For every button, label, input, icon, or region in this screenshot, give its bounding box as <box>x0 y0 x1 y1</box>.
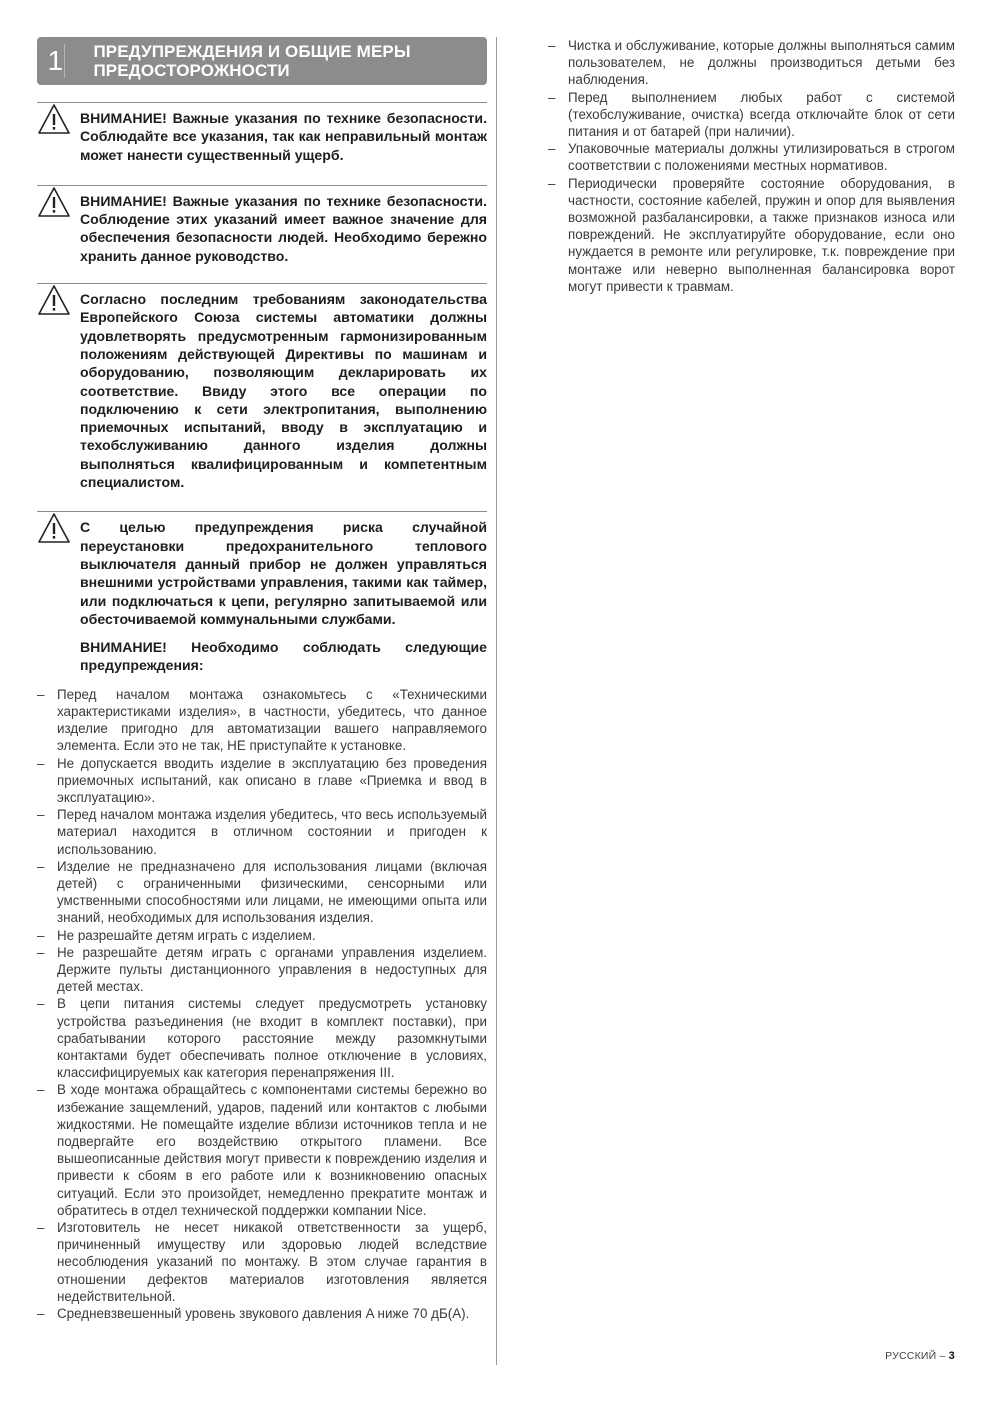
list-item: – Чистка и обслуживание, которые должны выполняться самим пользователем, не должны производиться детьми без наблюдения. <box>548 37 955 89</box>
right-column <box>548 37 955 295</box>
left-bullet-list <box>37 686 487 1323</box>
list-item: – В цепи питания системы следует предусмотреть установку устройства разъединения (не входит в комплект поставки), при срабатывании которого расстояние между разомкнутыми контактами будет обеспечивать полное отключение в условиях, классифицируемых как категория перенапряжения III. <box>37 995 487 1081</box>
list-item: – Средневзвешенный уровень звукового давления A ниже 70 дБ(A). <box>37 1305 487 1322</box>
list-item: – Перед началом монтажа изделия убедитесь, что весь используемый материал находится в отличном состоянии и пригоден к использованию. <box>37 806 487 858</box>
list-item: – Не допускается вводить изделие в эксплуатацию без проведения приемочных испытаний, как описано в главе «Приемка и ввод в эксплуатацию». <box>37 755 487 807</box>
section-number: 1 <box>37 37 73 85</box>
list-item: – Перед выполнением любых работ с системой (техобслуживание, очистка) всегда отключайте блок от сети питания и от батарей (при наличии). <box>548 89 955 141</box>
warning-text: ВНИМАНИЕ! Важные указания по технике безопасности. Соблюдайте все указания, так как неправильный монтаж может нанести существенный ущерб. <box>80 110 487 163</box>
list-item: – Изготовитель не несет никакой ответственности за ущерб, причиненный имуществу или здоровью людей вследствие несоблюдения указаний по монтажу. В этом случае гарантия в отношении дефектов материалов изготовления является недействительной. <box>37 1219 487 1305</box>
column-divider <box>496 37 497 1365</box>
list-item: – В ходе монтажа обращайтесь с компонентами системы бережно во избежание защемлений, ударов, падений или контактов с любыми жидкостями. Не помещайте изделие вблизи источников тепла и не подвергайте его воздействию открытого пламени. Все вышеописанные действия могут привести к повреждению изделия и привести к сбоям в его работе или к возникновению опасных ситуаций. Если это произойдет, немедленно прекратите монтаж и обратитесь в отдел технической поддержки компании Nice. <box>37 1081 487 1219</box>
attention-heading: ВНИМАНИЕ! Необходимо соблюдать следующие предупреждения: <box>80 639 487 674</box>
warning-text: Согласно последним требованиям законодательства Европейского Союза системы автоматики должны удовлетворять предусмотренным гармонизированным положениям действующей Директивы по машинам и оборудованию, позволяющим декларировать их соответствие. Ввиду этого все операции по подключению к сети электропитания, выполнению приемочных испытаний, вводу в эксплуатацию и техобслуживанию данного изделия должны выполняться квалифицированным и компетентным специалистом. <box>80 291 487 491</box>
warning-triangle-icon <box>37 186 71 218</box>
warning-text: ВНИМАНИЕ! Важные указания по технике безопасности. Соблюдение этих указаний имеет важное значение для обеспечения безопасности людей. Необходимо бережно хранить данное руководство. <box>80 192 487 264</box>
warning-triangle-icon <box>37 103 71 135</box>
warning-triangle-icon <box>37 512 71 544</box>
section-title: ПРЕДУПРЕЖДЕНИЯ И ОБЩИЕ МЕРЫ ПРЕДОСТОРОЖНОСТИ <box>93 42 411 80</box>
footer-language: РУССКИЙ – <box>885 1350 949 1362</box>
list-item: – Перед началом монтажа ознакомьтесь с «Техническими характеристиками изделия», в частности, убедитесь, что данное изделие пригодно для автоматизации вашего направляемого элемента. Если это не так, НЕ приступайте к установке. <box>37 686 487 755</box>
warning-block <box>37 511 487 674</box>
warning-block <box>37 102 487 164</box>
list-item: – Не разрешайте детям играть с органами управления изделием. Держите пульты дистанционного управления в недоступных для детей местах. <box>37 944 487 996</box>
warning-block <box>37 283 487 491</box>
list-item: – Упаковочные материалы должны утилизироваться в строгом соответствии с положениями местных нормативов. <box>548 140 955 174</box>
warning-triangle-icon <box>37 284 71 316</box>
list-item: – Периодически проверяйте состояние оборудования, в частности, состояние кабелей, пружин и опор для выявления возможной разбалансировки, а также признаков износа или повреждений. Не эксплуатируйте оборудование, если оно нуждается в ремонте или регулировке, т.к. повреждение при монтаже или неверно выполненная балансировка ворот могут привести к травмам. <box>548 175 955 295</box>
left-column <box>37 37 487 1322</box>
list-item: – Изделие не предназначено для использования лицами (включая детей) с ограниченными физическими, сенсорными или умственными способностями или лицами, не имеющими опыта или знаний, необходимых для использования изделия. <box>37 858 487 927</box>
list-item: – Не разрешайте детям играть с изделием. <box>37 927 487 944</box>
warning-block <box>37 185 487 265</box>
warning-text: С целью предупреждения риска случайной переустановки предохранительного теплового выключателя данный прибор не должен управляться внешними устройствами управления, такими как таймер, или подключаться к цепи, регулярно запитываемой или обесточиваемой коммунальными службами. <box>80 519 487 627</box>
page-number: 3 <box>948 1350 955 1362</box>
page-footer <box>885 1350 955 1362</box>
right-bullet-list <box>548 37 955 295</box>
section-header <box>37 37 487 85</box>
